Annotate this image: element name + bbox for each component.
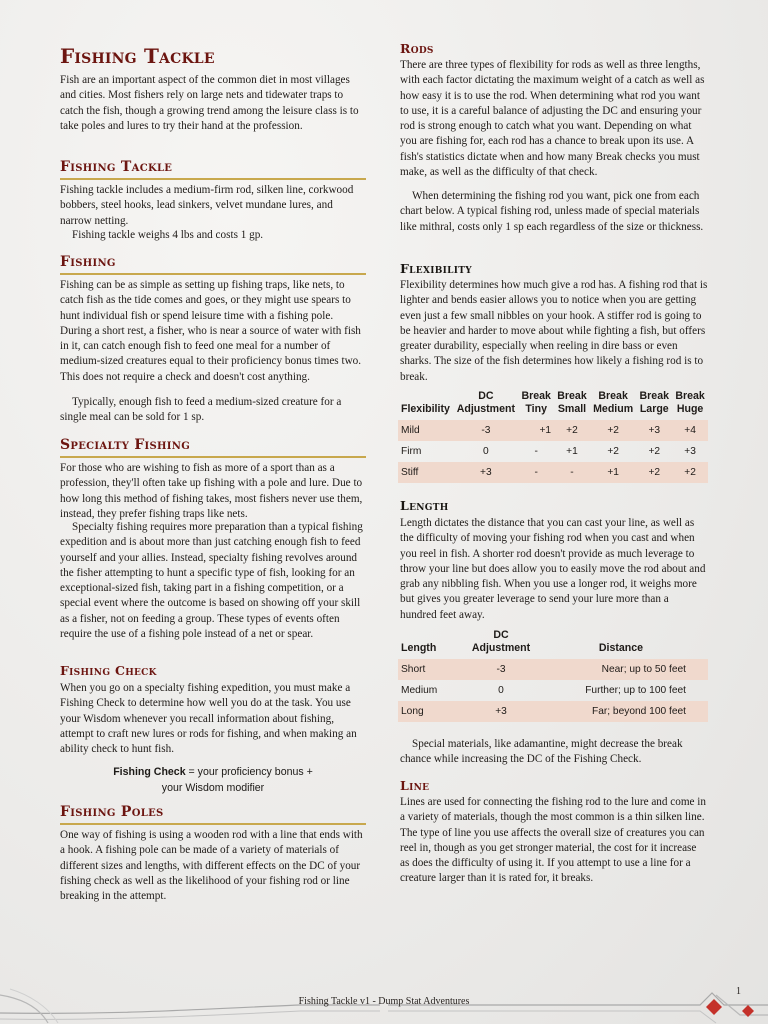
table-cell: +3 <box>684 446 696 457</box>
fishing-sale-paragraph: Typically, enough fish to feed a medium-sized creature for a single meal can be sold for 1 sp. <box>60 396 342 424</box>
col-header: Break Tiny <box>521 390 551 415</box>
section-heading-tackle: Fishing Tackle <box>60 159 173 175</box>
table-header-row <box>398 629 708 659</box>
subheading-fishing-check: Fishing Check <box>60 663 157 678</box>
table-cell: +1 <box>566 446 578 457</box>
line-paragraph: Lines are used for connecting the fishing rod to the lure and come in a variety of materials, though the most common is a thin silken line. The type of line you use affects the overall size of creatures you can reel in, though as you get stronger material, the cost for it increase as does the difficulty of using it. If you attempt to use a line for a creature larger than it is rated for, it breaks. <box>400 796 707 885</box>
table-cell: -3 <box>453 420 518 441</box>
table-header-row <box>398 390 708 420</box>
table-cell: +2 <box>607 446 619 457</box>
table-row <box>398 441 708 462</box>
poles-paragraph: One way of fishing is using a wooden rod with a line that ends with a hook. A fishing pole can be made of a variety of materials of different sizes and lengths, with different effects on the DC of your fishing check as well as the likelihood of your fishing rod or line breaking in the attempt. <box>60 829 363 903</box>
subheading-line: Line <box>400 778 430 793</box>
table-cell: +3 <box>468 701 534 722</box>
table-cell: +2 <box>636 462 672 483</box>
length-paragraph: Length dictates the distance that you can cast your line, as well as the difficulty of moving your fishing rod when you cast and when you reel in fish. A shorter rod doesn't provide as much leverage to throw your line but does allow you to easily move the rod about and grab any nibbling fish. When you use a longer rod, it weighs more but gives you greater leverage to send your lure more than a hundred feet away. <box>400 517 706 621</box>
subheading-rods: Rods <box>400 41 434 56</box>
table-cell: Further; up to 100 feet <box>585 685 686 696</box>
col-header: Length <box>401 642 437 654</box>
table-cell: -3 <box>468 659 534 680</box>
heading-rule <box>60 456 366 458</box>
table-row <box>398 420 708 441</box>
flexibility-paragraph: Flexibility determines how much give a rod has. A fishing rod that is lighter and bends easier allows you to notice when you are getting even just a few small nibbles on your hook. A stiffer rod is going to be heavier and harder to move about while fighting a fish, but offers greater durability, especially when reeling in dire bass or even sharks. The size of the fish determines how likely a fishing rod is to break. <box>400 279 708 383</box>
formula-line-1: = your proficiency bonus + <box>185 766 313 778</box>
col-header: Break Huge <box>675 390 705 415</box>
table-cell: Firm <box>401 446 422 457</box>
table-cell: +1 <box>590 462 636 483</box>
section-heading-fishing: Fishing <box>60 254 116 270</box>
table-cell: - <box>518 462 554 483</box>
flexibility-table <box>398 390 708 483</box>
table-row <box>398 462 708 483</box>
table-cell: +3 <box>636 420 672 441</box>
section-heading-poles: Fishing Poles <box>60 804 164 820</box>
table-cell: 0 <box>498 685 504 696</box>
table-row <box>398 701 708 722</box>
subheading-length: Length <box>400 498 449 513</box>
table-cell: +2 <box>648 446 661 457</box>
rods-paragraph-2: When determining the fishing rod you want, pick one from each chart below. A typical fishing rod, unless made of special materials like mithral, costs only 1 sp each regardless of the size or thickness. <box>400 190 704 233</box>
subheading-flexibility: Flexibility <box>400 261 473 276</box>
table-cell: +2 <box>554 420 590 441</box>
tackle-cost-paragraph: Fishing tackle weighs 4 lbs and costs 1 gp. <box>72 229 264 241</box>
col-header: Distance <box>598 642 644 654</box>
col-header: DC Adjustment <box>456 390 515 415</box>
formula-line-2: your Wisdom modifier <box>161 782 265 794</box>
col-header: Break Small <box>557 390 587 415</box>
table-cell: Near; up to 50 feet <box>534 659 708 680</box>
table-cell: Long <box>398 701 468 722</box>
col-header: Flexibility <box>401 403 450 415</box>
specialty-paragraph-2: Specialty fishing requires more preparation than a typical fishing expedition and is about more than just catching enough fish to feed yourself and your allies. Instead, specialty fishing revolves around the fisher attempting to hunt a specific type of fish, looking for an exceptional-sized fish, taking part in a fishing competition, or a special event where the outcome is based on showing off your skill as a fisher, not on feeding a group. These types of events often require the use of a fishing pole instead of a net or spear. <box>60 521 363 641</box>
fishing-check-formula <box>60 764 366 796</box>
heading-rule <box>60 273 366 275</box>
check-paragraph: When you go on a specialty fishing expedition, you must make a Fishing Check to determine how well you do at the task. You use your Wisdom whenever you recall information about fishing, attempt to craft new lures or rods for fishing, and when making an ability check to hunt fish. <box>60 682 357 756</box>
table-cell: Stiff <box>398 462 453 483</box>
heading-rule <box>60 178 366 180</box>
table-cell: +1 <box>518 420 554 441</box>
footer-decoration <box>0 965 768 1024</box>
page-number: 1 <box>736 986 741 997</box>
intro-paragraph: Fish are an important aspect of the common diet in most villages and cities. Most fishers rely on large nets and tidewater traps to catch the fish, though a growing trend among the leisure class is to take poles and lures to try their hand at the profession. <box>60 74 359 132</box>
table-cell: +2 <box>672 462 708 483</box>
section-heading-specialty: Specialty Fishing <box>60 437 191 453</box>
table-cell: +2 <box>590 420 636 441</box>
table-cell: Far; beyond 100 feet <box>534 701 708 722</box>
fishing-paragraph: Fishing can be as simple as setting up fishing traps, like nets, to catch fish as the tide comes and goes, or they might use spears to hunt individual fish or spend leisure time with a fishing pole. During a short rest, a fisher, who is near a source of water with fish in it, can catch enough fish to feed one meal for a number of medium-sized creatures equal to their proficiency bonus times two. This does not require a check and doesn't cost anything. <box>60 279 362 383</box>
table-cell: Mild <box>398 420 453 441</box>
table-row <box>398 659 708 680</box>
specialty-paragraph-1: For those who are wishing to fish as more of a sport than as a profession, they'll often take up fishing with a pole and lure. Due to how long this method of fishing takes, most fishers never use them, instead, they prefer fishing traps like nets. <box>60 462 363 520</box>
length-table <box>398 629 708 722</box>
col-header: DC Adjustment <box>471 629 531 654</box>
table-cell: +4 <box>672 420 708 441</box>
col-header: Break Large <box>639 390 669 415</box>
heading-rule <box>60 823 366 825</box>
table-cell: +3 <box>453 462 518 483</box>
table-cell: 0 <box>483 446 489 457</box>
page-footer: Fishing Tackle v1 - Dump Stat Adventures <box>298 996 470 1007</box>
table-cell: Short <box>398 659 468 680</box>
formula-label: Fishing Check <box>113 766 186 778</box>
table-cell: - <box>534 446 538 457</box>
materials-paragraph: Special materials, like adamantine, might decrease the break chance while increasing the DC of the Fishing Check. <box>400 738 683 766</box>
tackle-paragraph: Fishing tackle includes a medium-firm rod, silken line, corkwood bobbers, steel hooks, lead sinkers, velvet mundane lures, and narrow netting. <box>60 184 354 227</box>
table-cell: Medium <box>401 685 438 696</box>
table-row <box>398 680 708 701</box>
rods-paragraph-1: There are three types of flexibility for rods as well as three lengths, with each factor dictating the maximum weight of a catch as well as how easy it is to use the rod. When determining what rod you want to use, it is a careful balance of adjusting the DC and ensuring your rod is strong enough to catch what you want. Depending on what you are fishing for, each rod has a chance to break upon its use. A fish's statistics dictate when and how many Break checks you must make, as well as the difficulty of that check. <box>400 59 705 179</box>
col-header: Break Medium <box>593 390 634 415</box>
table-cell: - <box>554 462 590 483</box>
page-title: Fishing Tackle <box>60 44 215 68</box>
